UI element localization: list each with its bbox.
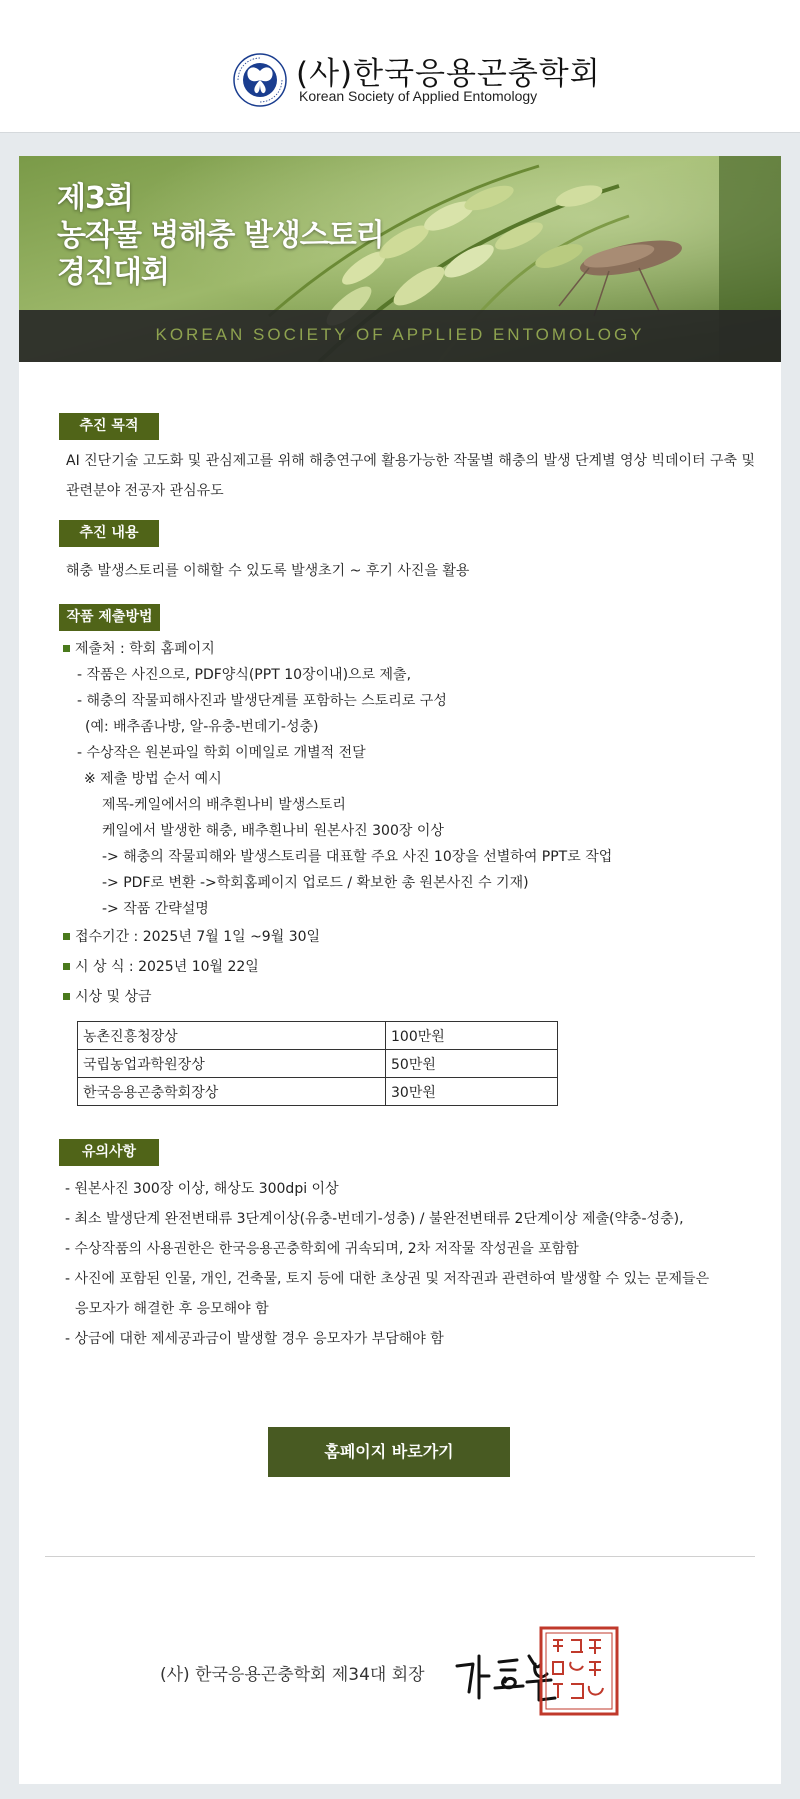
submission-line-4: - 수상작은 원본파일 학회 이메일로 개별적 전달 <box>77 745 366 761</box>
example-line-1: 제목-케일에서의 배추흰나비 발생스토리 <box>102 797 346 813</box>
note-line-6: - 상금에 대한 제세공과금이 발생할 경우 응모자가 부담해야 함 <box>65 1331 444 1347</box>
page-header <box>0 0 800 133</box>
table-row <box>78 1022 558 1050</box>
table-row <box>78 1078 558 1106</box>
award-name: 국립농업과학원장상 <box>78 1050 386 1078</box>
org-name-english: Korean Society of Applied Entomology <box>299 88 538 104</box>
content-line-1: 해충 발생스토리를 이해할 수 있도록 발생초기 ~ 후기 사진을 활용 <box>66 563 470 579</box>
submission-line-3: (예: 배추좀나방, 알-유충-번데기-성충) <box>85 719 319 735</box>
award-name: 한국응용곤충학회장상 <box>78 1078 386 1106</box>
bullet-icon <box>63 645 70 652</box>
submission-tag: 작품 제출방법 <box>59 604 160 631</box>
purpose-line-1: AI 진단기술 고도화 및 관심제고를 위해 해충연구에 활용가능한 작물별 해충의 발생 단계별 영상 빅데이터 구축 및 <box>66 453 756 469</box>
note-line-5: 응모자가 해결한 후 응모해야 함 <box>75 1301 269 1317</box>
note-line-4: - 사진에 포함된 인물, 개인, 건축물, 토지 등에 대한 초상권 및 저작권과 관련하여 발생할 수 있는 문제들은 <box>65 1271 710 1287</box>
note-line-2: - 최소 발생단계 완전변태류 3단계이상(유충-번데기-성충) / 불완전변태류 2단계이상 제출(약충-성충), <box>65 1211 684 1227</box>
official-seal-icon <box>541 1628 617 1714</box>
ceremony-date: 시 상 식 : 2025년 10월 22일 <box>75 959 259 975</box>
note-line-3: - 수상작품의 사용권한은 한국응용곤충학회에 귀속되며, 2차 저작물 작성권을 포함함 <box>65 1241 579 1257</box>
homepage-button[interactable]: 홈페이지 바로가기 <box>268 1427 510 1477</box>
example-line-2: 케일에서 발생한 해충, 배추흰나비 원본사진 300장 이상 <box>102 823 444 839</box>
award-name: 농촌진흥청장상 <box>78 1022 386 1050</box>
bullet-icon <box>63 993 70 1000</box>
signature-line: (사) 한국응용곤충학회 제34대 회장 <box>160 1665 425 1685</box>
example-line-3: -> 해충의 작물피해와 발생스토리를 대표할 주요 사진 10장을 선별하여 PPT로 작업 <box>102 849 613 865</box>
footer-divider <box>45 1556 755 1557</box>
submission-period: 접수기간 : 2025년 7월 1일 ~9월 30일 <box>75 929 321 945</box>
example-line-5: -> 작품 간략설명 <box>102 901 209 917</box>
awards-heading: 시상 및 상금 <box>75 989 152 1005</box>
banner-strip <box>19 310 781 362</box>
content-card <box>19 156 781 1784</box>
title-line-2: 농작물 병해충 발생스토리 <box>57 218 384 253</box>
table-row <box>78 1050 558 1078</box>
award-prize: 30만원 <box>386 1078 558 1106</box>
award-prize: 100만원 <box>386 1022 558 1050</box>
note-line-1: - 원본사진 300장 이상, 해상도 300dpi 이상 <box>65 1181 339 1197</box>
title-line-3: 경진대회 <box>57 255 169 290</box>
content-tag: 추진 내용 <box>59 520 159 547</box>
example-line-4: -> PDF로 변환 ->학회홈페이지 업로드 / 확보한 총 원본사진 수 기재) <box>102 875 529 891</box>
hero-banner <box>19 156 781 362</box>
president-signature-seal <box>449 1626 629 1726</box>
bullet-icon <box>63 933 70 940</box>
purpose-tag: 추진 목적 <box>59 413 159 440</box>
notes-tag: 유의사항 <box>59 1139 159 1166</box>
title-line-1: 제3회 <box>57 181 133 216</box>
bullet-icon <box>63 963 70 970</box>
award-prize: 50만원 <box>386 1050 558 1078</box>
submission-line-1: - 작품은 사진으로, PDF양식(PPT 10장이내)으로 제출, <box>77 667 412 683</box>
submission-line-2: - 해충의 작물피해사진과 발생단계를 포함하는 스토리로 구성 <box>77 693 447 709</box>
awards-table <box>77 1021 558 1106</box>
purpose-line-2: 관련분야 전공자 관심유도 <box>66 483 224 499</box>
contest-title <box>57 180 384 291</box>
org-name: (사)한국응용곤충학회 <box>296 56 601 92</box>
strip-text: KOREAN SOCIETY OF APPLIED ENTOMOLOGY <box>155 325 645 344</box>
example-heading: ※ 제출 방법 순서 예시 <box>84 771 222 787</box>
butterfly-logo-icon <box>232 52 288 108</box>
submission-place: 제출처 : 학회 홈페이지 <box>75 641 215 657</box>
